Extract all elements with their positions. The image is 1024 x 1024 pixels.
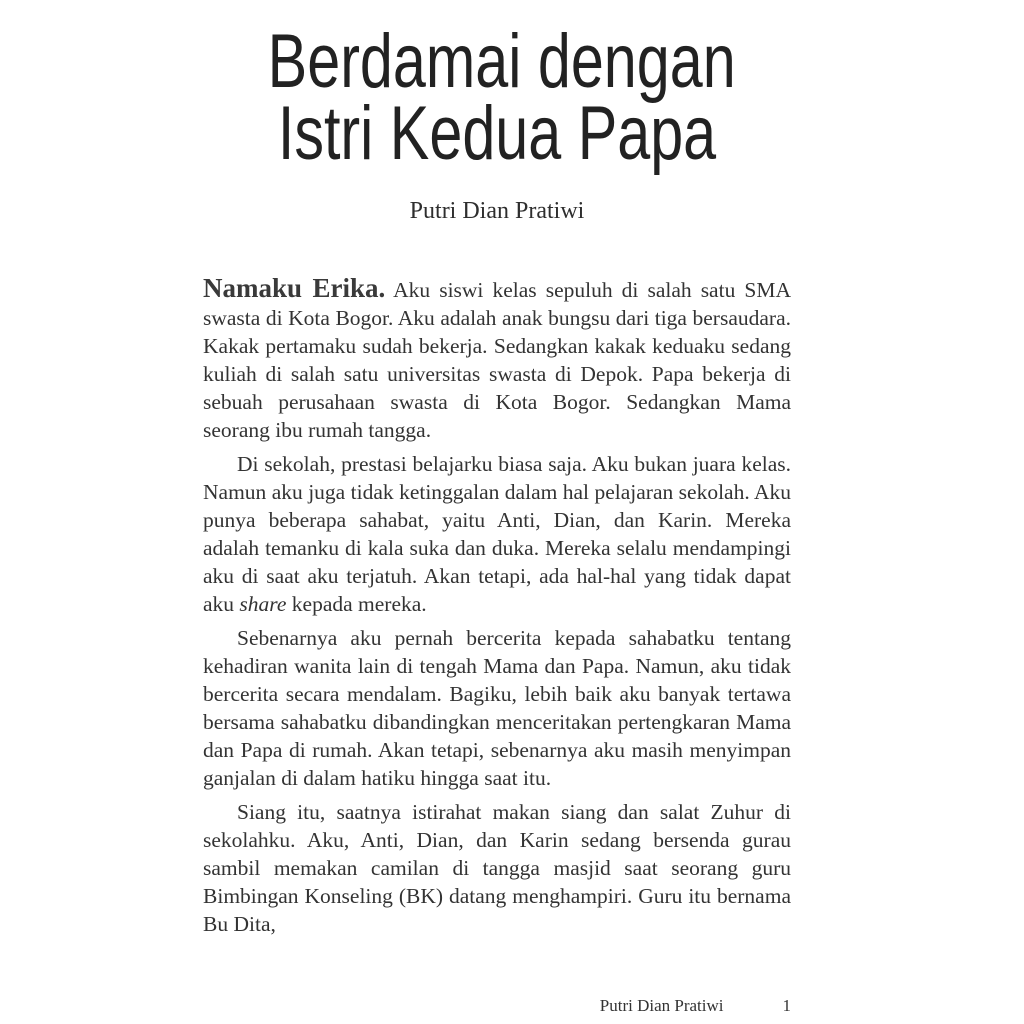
text-run-normal: Di sekolah, prestasi belajarku biasa saja. Aku bukan juara kelas. Namun aku juga tidak ketinggalan dalam hal pelajaran sekolah. Aku punya beberapa sahabat, yaitu Anti, Dian, dan Karin. Mereka adalah temanku di kala suka dan duka. Mereka selalu mendampingi aku di saat aku terjatuh. Akan tetapi, ada hal-hal yang tidak dapat aku [203, 452, 791, 616]
text-run-normal: kepada mereka. [286, 592, 427, 616]
footer-author-name: Putri Dian Pratiwi [599, 996, 724, 1015]
text-run-normal: Siang itu, saatnya istirahat makan siang dan salat Zuhur di sekolahku. Aku, Anti, Dian, dan Karin sedang bersenda gurau sambil memakan camilan di tangga masjid saat seorang guru Bimbingan Konseling (BK) datang menghampiri. Guru itu bernama Bu Dita, [203, 800, 791, 936]
paragraph [203, 624, 791, 792]
chapter-title-line2: Istri Kedua Papa [277, 91, 717, 176]
paragraph [203, 274, 791, 444]
text-run-normal: Sebenarnya aku pernah bercerita kepada sahabatku tentang kehadiran wanita lain di tengah Mama dan Papa. Namun, aku tidak bercerita secara mendalam. Bagiku, lebih baik aku banyak tertawa bersama sahabatku dibandingkan menceritakan pertengkaran Mama dan Papa di rumah. Akan tetapi, sebenarnya aku masih menyimpan ganjalan di dalam hatiku hingga saat itu. [203, 626, 791, 790]
paragraph [203, 798, 791, 938]
page-footer [203, 995, 791, 1017]
text-run-italic: share [239, 592, 287, 616]
text-run-lead: Namaku Erika. [203, 273, 386, 303]
body-paragraphs [203, 274, 791, 944]
chapter-title [267, 19, 736, 176]
paragraph [203, 450, 791, 618]
chapter-title-line1: Berdamai dengan [267, 19, 736, 104]
text-run-normal: Aku siswi kelas sepuluh di salah satu SMA swasta di Kota Bogor. Aku adalah anak bungsu dari tiga bersaudara. Kakak pertamaku sudah bekerja. Sedangkan kakak keduaku sedang kuliah di salah satu universitas swasta di Depok. Papa bekerja di sebuah perusahaan swasta di Kota Bogor. Sedangkan Mama seorang ibu rumah tangga. [203, 278, 791, 442]
page-number: 1 [782, 996, 791, 1015]
author-byline: Putri Dian Pratiwi [409, 198, 585, 224]
